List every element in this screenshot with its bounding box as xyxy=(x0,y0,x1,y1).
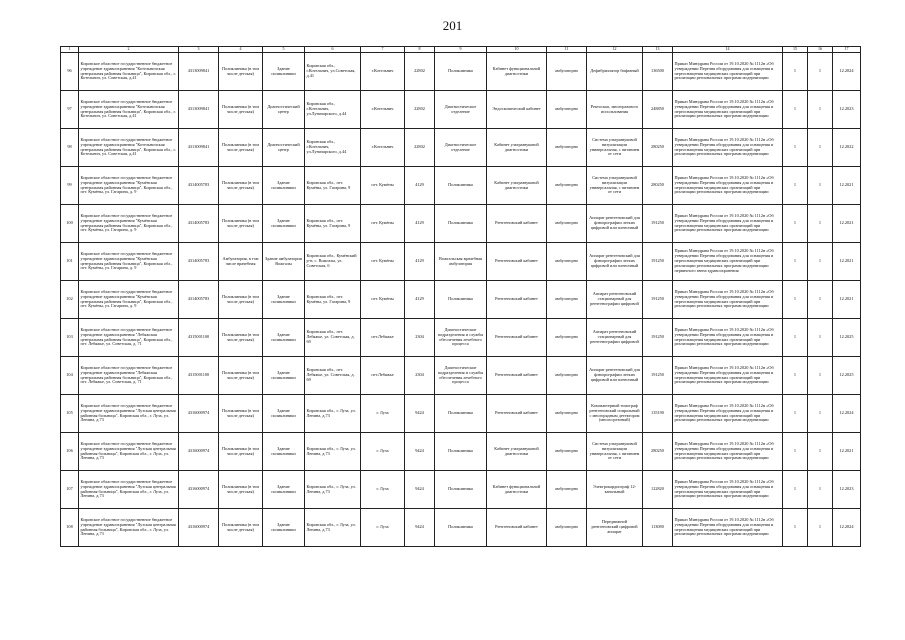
department-cell: Поликлиника xyxy=(435,167,487,205)
column-number: 15 xyxy=(783,47,808,53)
column-number: 6 xyxy=(305,47,361,53)
equipment-code-cell: 191250 xyxy=(643,357,673,395)
page-number: 201 xyxy=(442,18,463,33)
care-conditions-cell: амбулаторно xyxy=(547,319,587,357)
care-conditions-cell: амбулаторно xyxy=(547,433,587,471)
table-row xyxy=(61,281,861,319)
subdivision-type-cell: Поликлиника (в том числе детская) xyxy=(219,509,263,547)
quantity-total-cell: 1 xyxy=(808,319,833,357)
column-number: 14 xyxy=(673,47,783,53)
equipment-name-cell: Система ультразвуковой визуализации универсальная, с питанием от сети xyxy=(587,167,643,205)
cabinet-cell: Кабинет ультразвуковой диагностики xyxy=(487,433,547,471)
cabinet-cell: Кабинет функциональной диагностики xyxy=(487,471,547,509)
locality-cell: пгт. Кумёны xyxy=(361,167,405,205)
population-cell: 22802 xyxy=(405,91,435,129)
building-cell: Здание поликлиники xyxy=(263,205,305,243)
equipment-table xyxy=(60,46,861,547)
table-row xyxy=(61,471,861,509)
column-number: 4 xyxy=(219,47,263,53)
building-cell: Здание поликлиники xyxy=(263,319,305,357)
deadline-cell: 12.2021 xyxy=(833,281,861,319)
population-cell: 4129 xyxy=(405,281,435,319)
deadline-cell: 12.2021 xyxy=(833,433,861,471)
subdivision-type-cell: Поликлиника (в том числе детская) xyxy=(219,167,263,205)
organization-name-cell: Кировское областное государственное бюджетное учреждение здравоохранения "Кумёнская центральная районная больница", Кировская обл., пгт. Кумёны, ул. Гагарина, д. 9 xyxy=(79,205,179,243)
population-cell: 4129 xyxy=(405,167,435,205)
row-number-cell: 103 xyxy=(61,319,79,357)
department-cell: Поликлиника xyxy=(435,471,487,509)
legal-basis-cell: Приказ Минздрава России от 19.10.2020 № 1112н «Об утверждении Перечня оборудования для оснащения и переоснащения медицинских организаций при реализации региональных программ модернизации xyxy=(673,319,783,357)
table-row xyxy=(61,91,861,129)
care-conditions-cell: амбулаторно xyxy=(547,281,587,319)
legal-basis-cell: Приказ Минздрава России от 19.10.2020 № 1112н «Об утверждении Перечня оборудования для оснащения и переоснащения медицинских организаций при реализации региональных программ модернизации xyxy=(673,205,783,243)
column-number: 17 xyxy=(833,47,861,53)
quantity-total-cell: 1 xyxy=(808,167,833,205)
quantity-planned-cell: 1 xyxy=(783,167,808,205)
row-number-cell: 104 xyxy=(61,357,79,395)
building-cell: Здание поликлиники xyxy=(263,357,305,395)
building-cell: Здание поликлиники xyxy=(263,281,305,319)
quantity-total-cell: 1 xyxy=(808,91,833,129)
subdivision-type-cell: Поликлиника (в том числе детская) xyxy=(219,205,263,243)
locality-cell: пгт.Лебяжье xyxy=(361,319,405,357)
quantity-total-cell: 1 xyxy=(808,129,833,167)
organization-name-cell: Кировское областное государственное бюджетное учреждение здравоохранения "Котельничская центральная районная больница", Кировская обл., г. Котельнич, ул. Советская, д.41 xyxy=(79,129,179,167)
deadline-cell: 12.2021 xyxy=(833,243,861,281)
equipment-name-cell: Аппарат рентгеновский стационарный для рентгенографии цифровой xyxy=(587,319,643,357)
address-cell: Кировская обл., г. Луза, ул. Ленина, д.73 xyxy=(305,509,361,547)
locality-cell: г. Луза xyxy=(361,471,405,509)
quantity-planned-cell: 1 xyxy=(783,395,808,433)
subdivision-type-cell: Поликлиника (в том числе детская) xyxy=(219,319,263,357)
department-cell: Диагностические подразделения и службы обеспечения лечебного процесса xyxy=(435,319,487,357)
address-cell: Кировская обл., пгт. Лебяжье, ул. Советская, д. 69 xyxy=(305,357,361,395)
quantity-total-cell: 1 xyxy=(808,471,833,509)
cabinet-cell: Кабинет ультразвуковой диагностики xyxy=(487,167,547,205)
population-cell: 4129 xyxy=(405,205,435,243)
quantity-planned-cell: 1 xyxy=(783,243,808,281)
cabinet-cell: Рентгеновский кабинет xyxy=(487,319,547,357)
building-cell: Здание поликлиники xyxy=(263,53,305,91)
legal-basis-cell: Приказ Минздрава России от 19.10.2020 № 1112н «Об утверждении Перечня оборудования для оснащения и переоснащения медицинских организаций при реализации региональных программ модернизации xyxy=(673,395,783,433)
cabinet-cell: Рентгеновский кабинет xyxy=(487,281,547,319)
equipment-code-cell: 191250 xyxy=(643,205,673,243)
equipment-name-cell: Аппарат рентгеновский стационарный для рентгенографии цифровой xyxy=(587,281,643,319)
row-number-cell: 105 xyxy=(61,395,79,433)
row-number-cell: 108 xyxy=(61,509,79,547)
cabinet-cell: Рентгеновский кабинет xyxy=(487,205,547,243)
equipment-code-cell: 113080 xyxy=(643,509,673,547)
cabinet-cell: Рентгеновский кабинет xyxy=(487,509,547,547)
address-cell: Кировская обл., пгт. Кумёны, ул. Гагарина, 9 xyxy=(305,205,361,243)
row-number-cell: 100 xyxy=(61,205,79,243)
column-number: 7 xyxy=(361,47,405,53)
locality-cell: г.Котельнич xyxy=(361,53,405,91)
organization-name-cell: Кировское областное государственное бюджетное учреждение здравоохранения "Кумёнская центральная районная больница", Кировская обл., пгт. Кумёны, ул. Гагарина, д. 9 xyxy=(79,281,179,319)
quantity-total-cell: 1 xyxy=(808,281,833,319)
inn-cell: 4315001100 xyxy=(179,357,219,395)
inn-cell: 4315001100 xyxy=(179,319,219,357)
equipment-name-cell: Передвижной рентгеновский цифровой аппарат xyxy=(587,509,643,547)
deadline-cell: 12.2025 xyxy=(833,319,861,357)
cabinet-cell: Кабинет функциональной диагностики xyxy=(487,53,547,91)
organization-name-cell: Кировское областное государственное бюджетное учреждение здравоохранения "Лузская центральная районная больница", Кировская обл., г. Луза, ул. Ленина, д.73 xyxy=(79,471,179,509)
department-cell: Вожгальская врачебная амбулатория xyxy=(435,243,487,281)
column-number: 3 xyxy=(179,47,219,53)
subdivision-type-cell: Поликлиника (в том числе детская) xyxy=(219,357,263,395)
population-cell: 9424 xyxy=(405,471,435,509)
address-cell: Кировская обл., г.Котельнич, ул.Луначарского, д.44 xyxy=(305,91,361,129)
locality-cell: г. Луза xyxy=(361,509,405,547)
subdivision-type-cell: Поликлиника (в том числе детская) xyxy=(219,433,263,471)
equipment-name-cell: Система ультразвуковой визуализации универсальная, с питанием от сети xyxy=(587,129,643,167)
address-cell: Кировская обл., г.Котельнич, ул.Луначарского, д.44 xyxy=(305,129,361,167)
locality-cell: пгт. Кумёны xyxy=(361,205,405,243)
column-number: 2 xyxy=(79,47,179,53)
population-cell: 9424 xyxy=(405,433,435,471)
locality-cell: г.Котельнич xyxy=(361,91,405,129)
subdivision-type-cell: Поликлиника (в том числе детская) xyxy=(219,281,263,319)
locality-cell: пгт. Кумёны xyxy=(361,281,405,319)
cabinet-cell: Кабинет ультразвуковой диагностики xyxy=(487,129,547,167)
department-cell: Поликлиника xyxy=(435,395,487,433)
quantity-total-cell: 1 xyxy=(808,509,833,547)
care-conditions-cell: амбулаторно xyxy=(547,53,587,91)
locality-cell: пгт.Лебяжье xyxy=(361,357,405,395)
equipment-code-cell: 280250 xyxy=(643,129,673,167)
column-number: 9 xyxy=(435,47,487,53)
legal-basis-cell: Приказ Минздрава России от 19.10.2020 № 1112н «Об утверждении Перечня оборудования для оснащения и переоснащения медицинских организаций при реализации региональных программ модернизации xyxy=(673,509,783,547)
population-cell: 2304 xyxy=(405,357,435,395)
department-cell: Поликлиника xyxy=(435,205,487,243)
equipment-name-cell: Дефибриллятор бифазный xyxy=(587,53,643,91)
row-number-cell: 98 xyxy=(61,129,79,167)
department-cell: Поликлиника xyxy=(435,433,487,471)
address-cell: Кировская обл., г. Луза, ул. Ленина, д.73 xyxy=(305,433,361,471)
deadline-cell: 12.2021 xyxy=(833,167,861,205)
column-number: 16 xyxy=(808,47,833,53)
equipment-name-cell: Компьютерный томограф рентгеновский спиральный с многорядным детектором (многосрезовый) xyxy=(587,395,643,433)
care-conditions-cell: амбулаторно xyxy=(547,91,587,129)
deadline-cell: 12.2023 xyxy=(833,91,861,129)
inn-cell: 4316000974 xyxy=(179,433,219,471)
column-number: 13 xyxy=(643,47,673,53)
legal-basis-cell: Приказ Минздрава России от 19.10.2020 № 1112н «Об утверждении Перечня оборудования для оснащения и переоснащения медицинских организаций при реализации региональных программ модернизации xyxy=(673,167,783,205)
equipment-name-cell: Аппарат рентгеновский для флюорографии легких цифровой или пленочный xyxy=(587,205,643,243)
column-number: 10 xyxy=(487,47,547,53)
inn-cell: 4313009841 xyxy=(179,53,219,91)
quantity-total-cell: 1 xyxy=(808,433,833,471)
building-cell: Здание поликлиники xyxy=(263,471,305,509)
cabinet-cell: Рентгеновский кабинет xyxy=(487,357,547,395)
inn-cell: 4316000974 xyxy=(179,395,219,433)
quantity-total-cell: 1 xyxy=(808,357,833,395)
organization-name-cell: Кировское областное государственное бюджетное учреждение здравоохранения "Котельничская центральная районная больница", Кировская обл., г. Котельнич, ул. Советская, д.41 xyxy=(79,91,179,129)
table-row xyxy=(61,129,861,167)
column-number: 11 xyxy=(547,47,587,53)
quantity-total-cell: 1 xyxy=(808,243,833,281)
address-cell: Кировская обл., г. Луза, ул. Ленина, д.73 xyxy=(305,471,361,509)
deadline-cell: 12.2021 xyxy=(833,205,861,243)
care-conditions-cell: амбулаторно xyxy=(547,243,587,281)
locality-cell: г. Луза xyxy=(361,395,405,433)
column-number: 8 xyxy=(405,47,435,53)
quantity-total-cell: 1 xyxy=(808,395,833,433)
equipment-name-cell: Электрокардиограф 12-канальный xyxy=(587,471,643,509)
population-cell: 22802 xyxy=(405,129,435,167)
column-number: 12 xyxy=(587,47,643,53)
equipment-code-cell: 248850 xyxy=(643,91,673,129)
quantity-planned-cell: 1 xyxy=(783,357,808,395)
equipment-code-cell: 191250 xyxy=(643,319,673,357)
organization-name-cell: Кировское областное государственное бюджетное учреждение здравоохранения "Лебяжская центральная районная больница", Кировская обл., пгт. Лебяжье, ул. Советская, д. 71 xyxy=(79,357,179,395)
inn-cell: 4314005783 xyxy=(179,205,219,243)
department-cell: Поликлиника xyxy=(435,509,487,547)
quantity-total-cell: 1 xyxy=(808,53,833,91)
equipment-code-cell: 280250 xyxy=(643,167,673,205)
quantity-planned-cell: 1 xyxy=(783,91,808,129)
row-number-cell: 102 xyxy=(61,281,79,319)
building-cell: Здание поликлиники xyxy=(263,509,305,547)
care-conditions-cell: амбулаторно xyxy=(547,471,587,509)
table-row xyxy=(61,357,861,395)
inn-cell: 4316000974 xyxy=(179,471,219,509)
care-conditions-cell: амбулаторно xyxy=(547,129,587,167)
subdivision-type-cell: Поликлиника (в том числе детская) xyxy=(219,129,263,167)
row-number-cell: 99 xyxy=(61,167,79,205)
population-cell: 9424 xyxy=(405,395,435,433)
legal-basis-cell: Приказ Минздрава России от 19.10.2020 № 1112н «Об утверждении Перечня оборудования для оснащения и переоснащения медицинских организаций при реализации региональных программ модернизации xyxy=(673,471,783,509)
building-cell: Диагностический центр xyxy=(263,91,305,129)
care-conditions-cell: амбулаторно xyxy=(547,509,587,547)
equipment-code-cell: 191250 xyxy=(643,243,673,281)
column-number: 1 xyxy=(61,47,79,53)
legal-basis-cell: Приказ Минздрава России от 19.10.2020 № 1112н «Об утверждении Перечня оборудования для оснащения и переоснащения медицинских организаций при реализации региональных программ модернизации xyxy=(673,433,783,471)
equipment-name-cell: Система ультразвуковой визуализации универсальная, с питанием от сети xyxy=(587,433,643,471)
legal-basis-cell: Приказ Минздрава России от 19.10.2020 № 1112н «Об утверждении Перечня оборудования для оснащения и переоснащения медицинских организаций при реализации региональных программ модернизации xyxy=(673,357,783,395)
locality-cell: г. Луза xyxy=(361,433,405,471)
quantity-planned-cell: 1 xyxy=(783,53,808,91)
population-cell: 22802 xyxy=(405,53,435,91)
quantity-planned-cell: 1 xyxy=(783,205,808,243)
quantity-planned-cell: 1 xyxy=(783,319,808,357)
quantity-planned-cell: 1 xyxy=(783,433,808,471)
care-conditions-cell: амбулаторно xyxy=(547,167,587,205)
organization-name-cell: Кировское областное государственное бюджетное учреждение здравоохранения "Лузская центральная районная больница", Кировская обл., г. Луза, ул. Ленина, д.73 xyxy=(79,509,179,547)
legal-basis-cell: Приказ Минздрава России от 19.10.2020 № 1112н «Об утверждении Перечня оборудования для оснащения и переоснащения медицинских организаций при реализации региональных программ модернизации xyxy=(673,91,783,129)
care-conditions-cell: амбулаторно xyxy=(547,395,587,433)
equipment-code-cell: 122820 xyxy=(643,471,673,509)
deadline-cell: 12.2024 xyxy=(833,53,861,91)
department-cell: Диагностическое отделение xyxy=(435,129,487,167)
subdivision-type-cell: Поликлиника (в том числе детская) xyxy=(219,395,263,433)
cabinet-cell: Эндоскопический кабинет xyxy=(487,91,547,129)
inn-cell: 4314005783 xyxy=(179,167,219,205)
quantity-planned-cell: 1 xyxy=(783,471,808,509)
legal-basis-cell: Приказ Минздрава России от 19.10.2020 № 1112н «Об утверждении Перечня оборудования для оснащения и переоснащения медицинских организаций при реализации региональных программ модернизации первичного звена здравоохранения xyxy=(673,243,783,281)
inn-cell: 4313009841 xyxy=(179,129,219,167)
population-cell: 9424 xyxy=(405,509,435,547)
organization-name-cell: Кировское областное государственное бюджетное учреждение здравоохранения "Кумёнская центральная районная больница", Кировская обл., пгт. Кумёны, ул. Гагарина, д. 9 xyxy=(79,167,179,205)
legal-basis-cell: Приказ Минздрава России от 19.10.2020 № 1112н «Об утверждении Перечня оборудования для оснащения и переоснащения медицинских организаций при реализации региональных программ модернизации xyxy=(673,281,783,319)
inn-cell: 4314005783 xyxy=(179,281,219,319)
subdivision-type-cell: Поликлиника (в том числе детская) xyxy=(219,53,263,91)
row-number-cell: 97 xyxy=(61,91,79,129)
building-cell: Здание поликлиники xyxy=(263,167,305,205)
equipment-name-cell: Ректоскоп, многоразового использования xyxy=(587,91,643,129)
table-row xyxy=(61,243,861,281)
department-cell: Диагностические подразделения и службы обеспечения лечебного процесса xyxy=(435,357,487,395)
deadline-cell: 12.2025 xyxy=(833,357,861,395)
subdivision-type-cell: Поликлиника (в том числе детская) xyxy=(219,91,263,129)
inn-cell: 4316000974 xyxy=(179,509,219,547)
address-cell: Кировская обл., г.Котельнич, ул.Советская, д.41 xyxy=(305,53,361,91)
department-cell: Диагностическое отделение xyxy=(435,91,487,129)
organization-name-cell: Кировское областное государственное бюджетное учреждение здравоохранения "Лебяжская центральная районная больница", Кировская обл., пгт. Лебяжье, ул. Советская, д. 71 xyxy=(79,319,179,357)
department-cell: Поликлиника xyxy=(435,53,487,91)
address-cell: Кировская обл., г. Луза, ул. Ленина, д.73 xyxy=(305,395,361,433)
equipment-code-cell: 135190 xyxy=(643,395,673,433)
building-cell: Диагностический центр xyxy=(263,129,305,167)
population-cell: 4129 xyxy=(405,243,435,281)
equipment-code-cell: 136500 xyxy=(643,53,673,91)
table-row xyxy=(61,319,861,357)
organization-name-cell: Кировское областное государственное бюджетное учреждение здравоохранения "Лузская центральная районная больница", Кировская обл., г. Луза, ул. Ленина, д.73 xyxy=(79,433,179,471)
deadline-cell: 12.2024 xyxy=(833,395,861,433)
population-cell: 2304 xyxy=(405,319,435,357)
table-row xyxy=(61,395,861,433)
inn-cell: 4314005783 xyxy=(179,243,219,281)
building-cell: Здание поликлиники xyxy=(263,395,305,433)
row-number-cell: 101 xyxy=(61,243,79,281)
equipment-name-cell: Аппарат рентгеновский для флюорографии легких цифровой или пленочный xyxy=(587,243,643,281)
legal-basis-cell: Приказ Минздрава России от 19.10.2020 № 1112н «Об утверждении Перечня оборудования для оснащения и переоснащения медицинских организаций при реализации региональных программ модернизации xyxy=(673,53,783,91)
care-conditions-cell: амбулаторно xyxy=(547,357,587,395)
address-cell: Кировская обл., Кумёнский р-н, с. Вожгалы, ул. Советская, 6 xyxy=(305,243,361,281)
care-conditions-cell: амбулаторно xyxy=(547,205,587,243)
table-row xyxy=(61,53,861,91)
quantity-total-cell: 1 xyxy=(808,205,833,243)
quantity-planned-cell: 1 xyxy=(783,509,808,547)
cabinet-cell: Рентгеновский кабинет xyxy=(487,243,547,281)
subdivision-type-cell: Поликлиника (в том числе детская) xyxy=(219,471,263,509)
subdivision-type-cell: Амбулатория, в том числе врачебная xyxy=(219,243,263,281)
deadline-cell: 12.2023 xyxy=(833,471,861,509)
table-row xyxy=(61,433,861,471)
row-number-cell: 96 xyxy=(61,53,79,91)
locality-cell: г.Котельнич xyxy=(361,129,405,167)
table-row xyxy=(61,509,861,547)
deadline-cell: 12.2024 xyxy=(833,509,861,547)
organization-name-cell: Кировское областное государственное бюджетное учреждение здравоохранения "Котельничская центральная районная больница", Кировская обл., г. Котельнич, ул. Советская, д.41 xyxy=(79,53,179,91)
quantity-planned-cell: 1 xyxy=(783,281,808,319)
table-row xyxy=(61,205,861,243)
organization-name-cell: Кировское областное государственное бюджетное учреждение здравоохранения "Лузская центральная районная больница", Кировская обл., г. Луза, ул. Ленина, д.73 xyxy=(79,395,179,433)
inn-cell: 4313009841 xyxy=(179,91,219,129)
table-row xyxy=(61,167,861,205)
equipment-code-cell: 280250 xyxy=(643,433,673,471)
building-cell: Здание амбулатории Вожгалы xyxy=(263,243,305,281)
building-cell: Здание поликлиники xyxy=(263,433,305,471)
column-number: 5 xyxy=(263,47,305,53)
row-number-cell: 106 xyxy=(61,433,79,471)
equipment-name-cell: Аппарат рентгеновский для флюорографии легких цифровой или пленочный xyxy=(587,357,643,395)
row-number-cell: 107 xyxy=(61,471,79,509)
address-cell: Кировская обл., пгт. Лебяжье, ул. Советская, д. 69 xyxy=(305,319,361,357)
equipment-code-cell: 191250 xyxy=(643,281,673,319)
deadline-cell: 12.2022 xyxy=(833,129,861,167)
department-cell: Поликлиника xyxy=(435,281,487,319)
address-cell: Кировская обл., пгт. Кумёны, ул. Гагарина, 9 xyxy=(305,281,361,319)
legal-basis-cell: Приказ Минздрава России от 19.10.2020 № 1112н «Об утверждении Перечня оборудования для оснащения и переоснащения медицинских организаций при реализации региональных программ модернизации xyxy=(673,129,783,167)
cabinet-cell: Рентгеновский кабинет xyxy=(487,395,547,433)
organization-name-cell: Кировское областное государственное бюджетное учреждение здравоохранения "Кумёнская центральная районная больница", Кировская обл., пгт. Кумёны, ул. Гагарина, д. 9 xyxy=(79,243,179,281)
locality-cell: пгт. Кумёны xyxy=(361,243,405,281)
address-cell: Кировская обл., пгт. Кумёны, ул. Гагарина, 9 xyxy=(305,167,361,205)
quantity-planned-cell: 1 xyxy=(783,129,808,167)
